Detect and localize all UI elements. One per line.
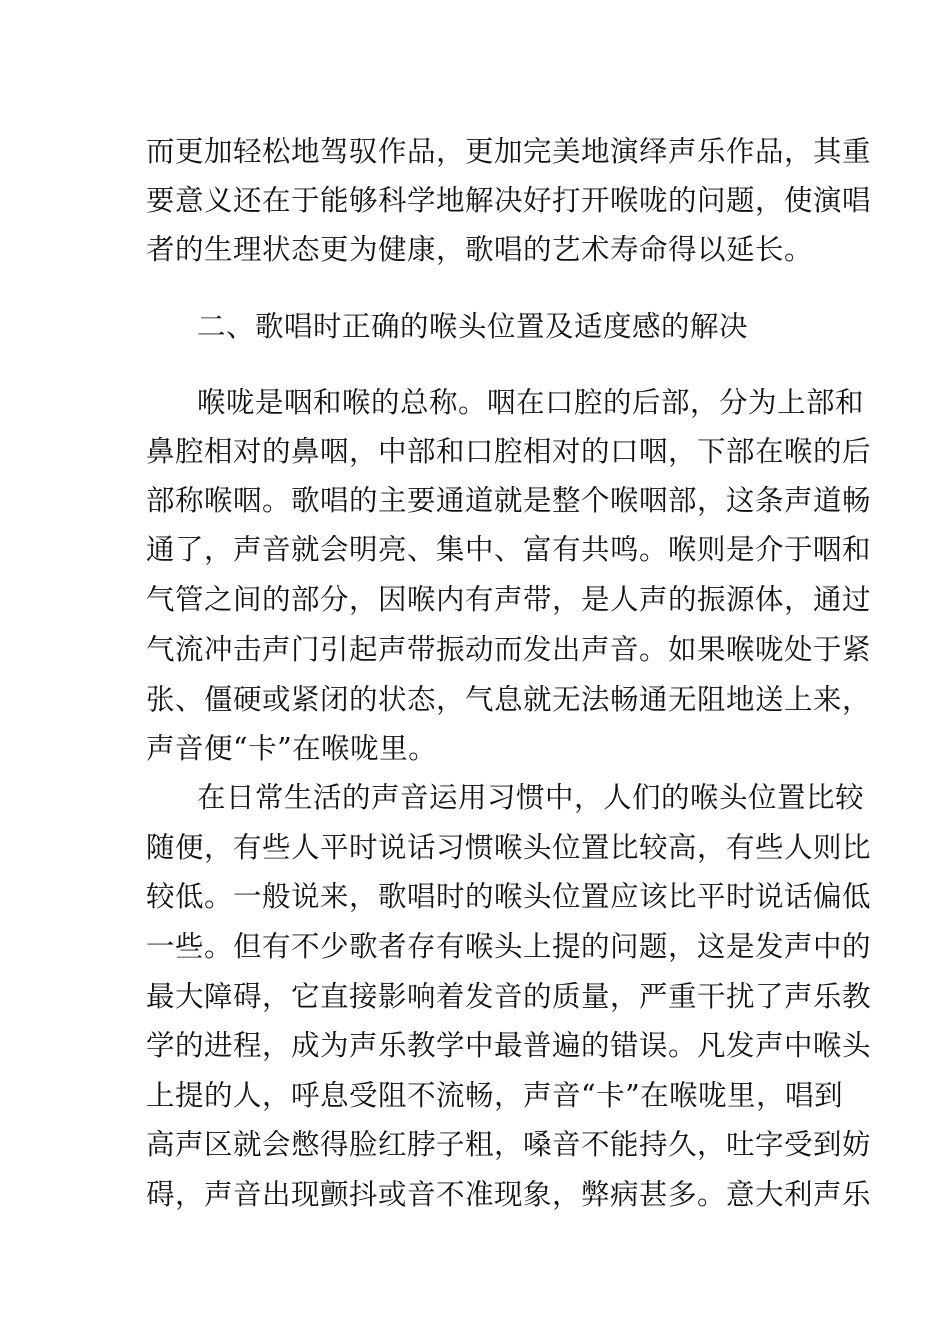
paragraph-2-line-4: 通了，声音就会明亮、集中、富有共鸣。喉则是介于咽和 xyxy=(146,533,872,566)
paragraph-1-line-3: 者的生理状态更为健康，歌唱的艺术寿命得以延长。 xyxy=(146,233,814,266)
paragraph-3-line-8: 高声区就会憋得脸红脖子粗，嗓音不能持久，吐字受到妨 xyxy=(146,1128,872,1161)
paragraph-1-line-2: 要意义还在于能够科学地解决好打开喉咙的问题，使演唱 xyxy=(146,184,872,217)
paragraph-2-line-1: 喉咙是咽和喉的总称。咽在口腔的后部，分为上部和 xyxy=(197,386,865,419)
section-heading: 二、歌唱时正确的喉头位置及适度感的解决 xyxy=(197,310,749,343)
paragraph-2-line-2: 鼻腔相对的鼻咽，中部和口腔相对的口咽，下部在喉的后 xyxy=(146,435,872,468)
paragraph-3-line-4: 一些。但有不少歌者存有喉头上提的问题，这是发声中的 xyxy=(146,930,872,963)
paragraph-3-line-3: 较低。一般说来，歌唱时的喉头位置应该比平时说话偏低 xyxy=(146,880,872,913)
paragraph-3-line-2: 随便，有些人平时说话习惯喉头位置比较高，有些人则比 xyxy=(146,831,872,864)
paragraph-3-line-9: 碍，声音出现颤抖或音不准现象，弊病甚多。意大利声乐 xyxy=(146,1178,872,1211)
paragraph-3-line-6: 学的进程，成为声乐教学中最普遍的错误。凡发声中喉头 xyxy=(146,1029,872,1062)
paragraph-1-line-1: 而更加轻松地驾驭作品，更加完美地演绎声乐作品，其重 xyxy=(146,135,872,168)
paragraph-2-line-7: 张、僵硬或紧闭的状态，气息就无法畅通无阻地送上来， xyxy=(146,683,872,716)
paragraph-3-line-1: 在日常生活的声音运用习惯中，人们的喉头位置比较 xyxy=(197,781,865,814)
paragraph-3-line-7: 上提的人，呼息受阻不流畅，声音“卡”在喉咙里，唱到 xyxy=(146,1079,844,1112)
paragraph-2-line-8: 声音便“卡”在喉咙里。 xyxy=(146,732,438,765)
paragraph-3-line-5: 最大障碍，它直接影响着发音的质量，严重干扰了声乐教 xyxy=(146,980,872,1013)
paragraph-2-line-5: 气管之间的部分，因喉内有声带，是人声的振源体，通过 xyxy=(146,583,872,616)
paragraph-2-line-6: 气流冲击声门引起声带振动而发出声音。如果喉咙处于紧 xyxy=(146,633,872,666)
paragraph-2-line-3: 部称喉咽。歌唱的主要通道就是整个喉咽部，这条声道畅 xyxy=(146,484,872,517)
